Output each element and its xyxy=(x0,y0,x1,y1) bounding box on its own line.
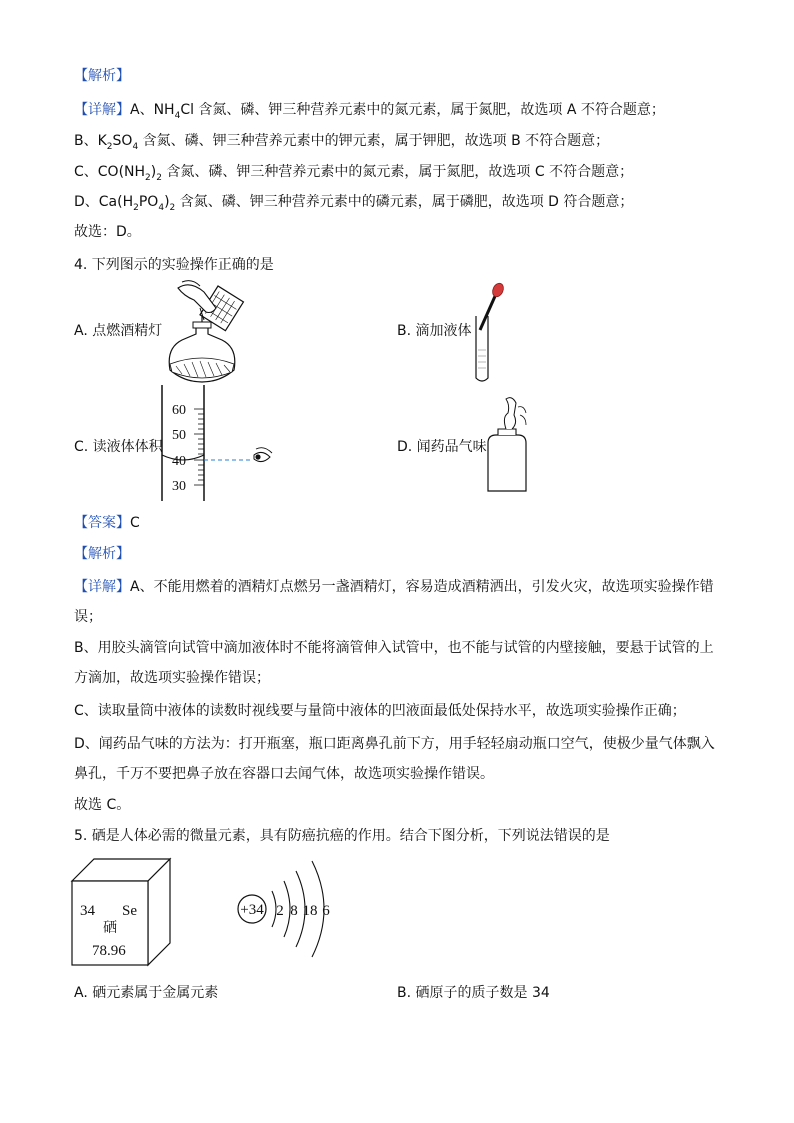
q4-detail-d-line1: D、闻药品气味的方法为：打开瓶塞，瓶口距离鼻孔前下方，用手轻轻扇动瓶口空气，使极少量气体飘入 xyxy=(74,736,715,752)
q3-d-text-2: PO xyxy=(138,194,159,210)
q3-conclusion: 故选：D。 xyxy=(74,224,141,240)
shell-1-electrons: 2 xyxy=(276,903,284,919)
q4-detail-b-line1: B、用胶头滴管向试管中滴加液体时不能将滴管伸入试管中，也不能与试管的内壁接触，要悬于试管的上 xyxy=(74,640,714,656)
q4-detail-a-text: A、不能用燃着的酒精灯点燃另一盏酒精灯，容易造成酒精洒出，引发火灾，故选项实验操作错 xyxy=(130,579,714,595)
q3-detail-a xyxy=(74,100,665,120)
element-cell-selenium xyxy=(70,857,174,969)
cylinder-tick-50: 50 xyxy=(172,428,186,443)
q3-b-text-2: SO xyxy=(112,133,133,149)
q4-detail-d-line2: 鼻孔，千万不要把鼻子放在容器口去闻气体，故选项实验操作错误。 xyxy=(74,766,494,782)
cylinder-tick-40: 40 xyxy=(172,454,186,469)
q3-b-text-1: B、K xyxy=(74,133,107,149)
q3-detail-c xyxy=(74,162,633,182)
q3-a-text-1: A、NH xyxy=(130,102,175,118)
q4-detail-a-line1 xyxy=(74,577,714,597)
q3-analysis-heading: 【解析】 xyxy=(74,68,130,84)
q3-detail-d xyxy=(74,192,633,212)
q4-answer xyxy=(74,513,140,533)
smelling-bottle-figure xyxy=(482,395,532,495)
q3-d-sub-2: 4 xyxy=(158,202,165,213)
nucleus-charge: +34 xyxy=(240,902,264,918)
q3-a-text-2: Cl 含氮、磷、钾三种营养元素中的氮元素，属于氮肥，故选项 A 不符合题意； xyxy=(180,102,665,118)
q4-detail-a-line2: 误； xyxy=(74,609,102,625)
q3-c-text-1: C、CO(NH xyxy=(74,164,146,180)
element-name: 硒 xyxy=(103,920,117,936)
q3-d-text-4: 含氮、磷、钾三种营养元素中的磷元素，属于磷肥，故选项 D 符合题意； xyxy=(175,194,634,210)
q3-d-text-3: ) xyxy=(164,194,170,210)
q4-option-b-label: B. 滴加液体 xyxy=(397,323,472,339)
q4-option-d-label: D. 闻药品气味 xyxy=(397,439,487,455)
q3-d-text-1: D、Ca(H xyxy=(74,194,134,210)
cylinder-tick-30: 30 xyxy=(172,479,186,494)
cylinder-tick-60: 60 xyxy=(172,403,186,418)
q4-detail-c: C、读取量筒中液体的读数时视线要与量筒中液体的凹液面最低处保持水平，故选项实验操作正确； xyxy=(74,703,686,719)
q3-c-text-3: 含氮、磷、钾三种营养元素中的氮元素，属于氮肥，故选项 C 不符合题意； xyxy=(161,164,634,180)
q5-option-b-label: B. 硒原子的质子数是 34 xyxy=(397,985,550,1001)
q4-conclusion: 故选 C。 xyxy=(74,797,131,813)
graduated-cylinder-figure xyxy=(154,385,278,503)
alcohol-lamp-figure xyxy=(160,278,256,386)
q5-stem: 5. 硒是人体必需的微量元素，具有防癌抗癌的作用。结合下图分析，下列说法错误的是 xyxy=(74,828,610,844)
q5-option-a-label: A. 硒元素属于金属元素 xyxy=(74,985,219,1001)
dropper-test-tube-figure xyxy=(470,280,506,386)
q3-d-sub-3: 2 xyxy=(169,202,176,213)
q4-answer-heading: 【答案】 xyxy=(74,515,130,531)
q4-stem: 4. 下列图示的实验操作正确的是 xyxy=(74,257,274,273)
q3-detail-heading: 【详解】 xyxy=(74,102,130,118)
shell-2-electrons: 8 xyxy=(290,903,298,919)
atom-structure-diagram xyxy=(232,857,344,969)
element-atomic-number: 34 xyxy=(80,903,95,919)
eye-icon xyxy=(254,448,272,462)
shell-4-electrons: 6 xyxy=(322,903,330,919)
element-symbol: Se xyxy=(122,903,137,919)
q3-c-sub-2: 2 xyxy=(156,172,162,183)
q3-b-sub-1: 2 xyxy=(106,141,113,152)
q4-option-c-label: C. 读液体体积 xyxy=(74,439,163,455)
q3-a-sub-1: 4 xyxy=(174,110,181,121)
q4-analysis-heading: 【解析】 xyxy=(74,546,130,562)
element-atomic-mass: 78.96 xyxy=(92,943,126,959)
q4-answer-value: C xyxy=(130,515,140,531)
q3-detail-b xyxy=(74,131,609,151)
q4-option-a-label: A. 点燃酒精灯 xyxy=(74,323,163,339)
q3-c-sub-1: 2 xyxy=(145,172,151,183)
q3-c-text-2: ) xyxy=(150,164,157,180)
q4-detail-b-line2: 方滴加，故选项实验操作错误； xyxy=(74,670,270,686)
q4-detail-heading: 【详解】 xyxy=(74,579,130,595)
q3-b-text-3: 含氮、磷、钾三种营养元素中的钾元素，属于钾肥，故选项 B 不符合题意； xyxy=(138,133,610,149)
q3-b-sub-2: 4 xyxy=(132,141,139,152)
q3-d-sub-1: 2 xyxy=(133,202,139,213)
shell-3-electrons: 18 xyxy=(302,903,318,919)
